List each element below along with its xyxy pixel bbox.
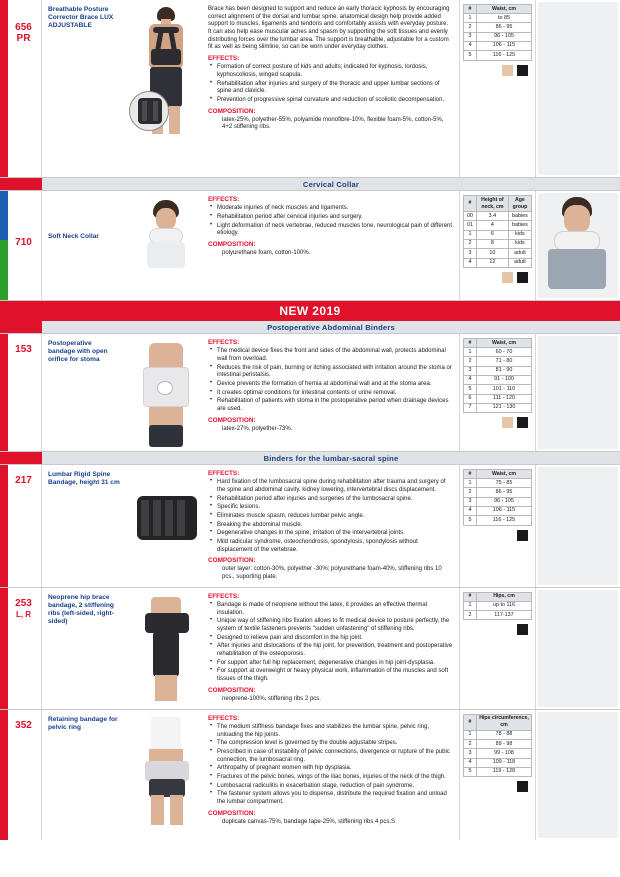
color-swatches [463,272,532,283]
list-item: • The medium stiffness bandage fixes and stabilizes the lumbar spine, pelvic ring, unloading the hip joints. [216,724,453,739]
product-code-cell [0,710,42,840]
effects-label: EFFECTS: [208,470,240,477]
table-header: Waist, cm [477,470,532,479]
cell-value: 101 - 110 [477,385,532,394]
table-header: # [464,339,477,348]
effects-list [208,348,453,413]
table-header: Waist, cm [477,339,532,348]
product-code [0,588,41,620]
product-row-153 [0,334,620,452]
composition-label: COMPOSITION: [208,416,256,424]
product-description-153 [204,334,460,451]
size-table [463,469,532,526]
table-row [464,221,532,230]
product-code-cell [0,588,42,709]
swatch-beige [502,272,513,283]
composition-text: duplicate canvas-75%, bandage tape-25%, stiffening ribs 4 pcs.S [222,818,395,825]
section-title: Postoperative Abdominal Binders [42,321,620,333]
table-row [464,749,532,758]
cell-index: 1 [464,601,477,610]
composition-text: latex-25%, polyether-55%, polyamide monofibre-10%, flexible foam-5%, cotton-5%, 4+2 stiffening ribs. [222,116,444,131]
size-table-cell-217 [460,465,536,587]
code-line-1: 656 [15,22,32,33]
cell-value: 119 - 128 [477,767,532,776]
effects-list [208,479,453,554]
effects-list [208,205,453,238]
cell-index: 4 [464,375,477,384]
table-row [464,497,532,506]
composition-text: neoprene-100%, stiffening ribs 2 pcs. [222,695,321,702]
cell-index: 6 [464,394,477,403]
product-name: Retaining bandage for pelvic ring [48,715,118,731]
cell-value: 96 - 105 [477,497,532,506]
size-table-cell-352 [460,710,536,840]
table-row [464,239,532,248]
size-table-cell-153 [460,334,536,451]
intro-text: Brace has been designed to support and reduce an early thoracic kyphosis by encouraging correct alignment of the dorsal and lumbar spine. anatomical design help provide added support to muscles, ligaments and tendons and comfortably assists with everyday posture. It can also help ease muscular aches and spasm by supporting the soft tissues and evenly distributing forces over the lumbar area. The support is breathable, adjustable for a custom fit as well as being slimline, so can be worn under everyday clothes. [208,6,450,51]
cell-value: 8 [477,239,509,248]
table-row [464,479,532,488]
product-description-352 [204,710,460,840]
list-item: • Mild radicular syndrome, osteochondrosis, spondylosis, spondylosis without displacement of the vertebrae. [216,539,453,554]
cell-index: 4 [464,506,477,515]
list-item: • Arthropathy of pregnant women with hip dysplasia. [216,765,453,773]
size-table [463,338,532,413]
cell-index: 3 [464,249,477,258]
effects-list [208,724,453,807]
code-line-1: 217 [15,475,32,486]
product-name: Lumbar Rigid Spine Bandage, height 31 cm [48,471,120,487]
code-line-1: 153 [15,344,32,355]
cell-value: 106 - 115 [477,41,532,50]
table-row [464,740,532,749]
cell-value: 4 [477,221,509,230]
effects-label: EFFECTS: [208,55,240,63]
list-item: • Degenerative changes in the spine, irritation of the intervertebral joints. [216,530,453,538]
section-accent [0,178,42,190]
section-header-cervical-collar [0,178,620,191]
list-item: • Formation of correct posture of kids and adults; indicated for kyphosis, lordosis, kyphoscoliosis, winged scapula. [216,64,453,79]
list-item: • Specific lesions. [216,504,453,512]
cell-index: 00 [464,212,477,221]
product-illustration-153 [124,334,204,451]
list-item: • For support after full hip replacement, degenerative changes in hip joint-dysplasia. [216,660,453,668]
product-illustration-656 [124,0,204,177]
cell-index: 3 [464,366,477,375]
code-line-2: PR [16,33,31,44]
section-title: Binders for the lumbar-sacral spine [42,452,620,464]
table-header: # [464,196,477,212]
effects-label: EFFECTS: [208,592,240,600]
list-item: • For support at overweight or heavy physical work, inflammation of the muscles and soft tissues of the thigh. [216,668,453,683]
product-row-217 [0,465,620,588]
list-item: • The fastener system allows you to dispense, distribute the required fixation and unload the lumbar compartment. [216,791,453,806]
cell-value: 89 - 98 [477,740,532,749]
cell-index: 3 [464,497,477,506]
product-photo-253 [536,588,620,709]
cell-value: 116 - 125 [477,51,532,60]
list-item: • Light deformation of neck vertebrae, reduced muscles tone, neurological pain of different etiology. [216,223,453,238]
product-illustration-710 [124,191,204,300]
swatch-beige [502,65,513,76]
cell-value: 60 - 70 [477,348,532,357]
table-header: Hips circumference, cm [477,714,532,730]
table-row [464,212,532,221]
cell-value: 75 - 85 [477,479,532,488]
cell-index: 1 [464,479,477,488]
product-code-cell [0,0,42,177]
cell-value: 86 - 95 [477,488,532,497]
product-illustration-352 [124,710,204,840]
table-row [464,385,532,394]
cell-value: babies [508,221,531,230]
cell-index: 2 [464,239,477,248]
list-item: • Eliminates muscle spasm, reduces lumbar pelvic angle. [216,513,453,521]
new-2019-banner: NEW 2019 [0,301,620,321]
size-table [463,4,532,61]
cell-value: to 85 [477,14,532,23]
color-swatches [463,417,532,428]
list-item: • Lumbosacral radiculitis in exacerbation stage, reduction of pain syndrome. [216,783,453,791]
composition-label: COMPOSITION: [208,557,256,565]
cell-index: 3 [464,32,477,41]
list-item: • Unique way of stiffening ribs fixation allows to fit medical device to posture perfectly, the system of textile fasteners prevents "sudden unfastening" of stiffening ribs. [216,618,453,633]
cell-index: 2 [464,488,477,497]
swatch-black [517,530,528,541]
cell-value: 6 [477,230,509,239]
cell-index: 1 [464,230,477,239]
cell-index: 5 [464,51,477,60]
table-row [464,758,532,767]
section-header-lumbar-sacral [0,452,620,465]
cell-index: 5 [464,385,477,394]
product-row-253 [0,588,620,710]
list-item: • Designed to relieve pain and discomfort in the hip joint. [216,635,453,643]
effects-list [208,64,453,104]
table-row [464,23,532,32]
photo-placeholder [538,2,618,175]
photo-placeholder [538,590,618,707]
table-row [464,348,532,357]
cell-value: 109 - 118 [477,758,532,767]
composition-label: COMPOSITION: [208,240,256,248]
cell-value: kids [508,239,531,248]
color-swatches [463,65,532,76]
list-item: • Moderate injuries of neck muscles and ligaments. [216,205,453,213]
product-row-352 [0,710,620,840]
photo-placeholder [538,467,618,585]
product-code [0,710,41,731]
table-header: # [464,592,477,601]
list-item: • The medical device fixes the front and sides of the abdominal wall, protects abdominal wall from overload. [216,348,453,363]
composition-text: outer layer: cotton-30%, polyether -30%; polyurethane foam-40%, stiffening ribs 10 pcs., suporting plate. [222,566,442,581]
cell-value: kids [508,230,531,239]
cell-value: 99 - 108 [477,749,532,758]
list-item: • Hard fixation of the lumbosacral spine during rehabilitation after trauma and surgery of the spine and abdominal cavity, kidney lowering, intervertebral discs displacement. [216,479,453,494]
composition-text: latex-27%, polyether-73%. [222,425,293,432]
effects-label: EFFECTS: [208,196,240,203]
cell-index: 1 [464,730,477,739]
photo-placeholder [538,712,618,838]
section-header-postoperative [0,321,620,334]
cell-index: 5 [464,767,477,776]
color-swatches [463,624,532,635]
code-line-1: 253 [15,597,32,609]
cell-value: 116 - 125 [477,516,532,525]
table-row [464,357,532,366]
product-photo-710 [536,191,620,300]
table-row [464,41,532,50]
list-item: • Rehabilitation period after injuries and surgeries of the lumbosacral spine. [216,496,453,504]
photo-placeholder [538,193,618,298]
product-name: Postoperative bandage with open orifice for stoma [48,340,108,364]
product-description-656 [204,0,460,177]
cell-index: 01 [464,221,477,230]
cell-value: adult [508,258,531,267]
table-row [464,258,532,267]
swatch-black [517,65,528,76]
cell-value: babies [508,212,531,221]
list-item: • The compression level is governed by the double adjustable stripes. [216,740,453,748]
table-row [464,32,532,41]
list-item: • Prevention of progressive spinal curvature and reduction of scoliotic decompensation. [216,97,453,105]
product-description-217 [204,465,460,587]
cell-value: 86 - 95 [477,23,532,32]
table-header: # [464,5,477,14]
color-swatches [463,781,532,792]
product-code [0,334,41,355]
list-item: • After injuries and dislocations of the hip joint, for prevention, treatment and postoperative rehabilitation of the osteoporosis. [216,643,453,658]
cell-index: 2 [464,357,477,366]
cell-index: 7 [464,403,477,412]
effects-list [208,602,453,684]
product-description-253 [204,588,460,709]
product-photo-153 [536,334,620,451]
section-accent [0,321,42,333]
cell-value: 71 - 80 [477,357,532,366]
size-table [463,592,532,621]
table-row [464,375,532,384]
composition-text: polyurethane foam, cotton-100%. [222,250,311,257]
cell-value: 3.4 [477,212,509,221]
swatch-black [517,781,528,792]
cell-index: 4 [464,258,477,267]
composition-label: COMPOSITION: [208,107,256,115]
list-item: • Rehabilitation period after cervical injuries and surgery. [216,214,453,222]
composition-label: COMPOSITION: [208,686,256,694]
cell-value: 117-137 [477,611,532,620]
product-code-cell [0,334,42,451]
code-line-1: 710 [15,237,32,248]
cell-index: 2 [464,611,477,620]
photo-placeholder [538,336,618,449]
swatch-black [517,624,528,635]
cell-value: 12 [477,258,509,267]
table-row [464,601,532,610]
detail-inset-circle [129,91,169,131]
cell-value: 78 - 88 [477,730,532,739]
list-item: • Reduces the risk of pain, burning or itching associated with irritation around the stoma or intestinal peristalsis. [216,365,453,380]
cell-value: 81 - 90 [477,366,532,375]
cell-value: adult [508,249,531,258]
product-name: Soft Neck Collar [48,233,99,240]
product-name: Breathable Posture Corrector Brace LUX ADJUSTABLE [48,6,114,30]
table-row [464,14,532,23]
product-code [0,191,41,248]
size-table [463,195,532,268]
cell-index: 4 [464,758,477,767]
size-table-cell-253 [460,588,536,709]
product-code-cell [0,191,42,300]
cell-value: 121 - 130 [477,403,532,412]
list-item: • Rehabilitation of patients with stoma in the postoperative period when drainage devices are used. [216,398,453,413]
table-header: # [464,470,477,479]
table-row [464,488,532,497]
size-table [463,714,532,778]
table-row [464,51,532,60]
table-row [464,230,532,239]
table-row [464,611,532,620]
table-row [464,730,532,739]
composition-label: COMPOSITION: [208,809,256,817]
effects-label: EFFECTS: [208,339,240,346]
color-swatches [463,530,532,541]
list-item: • Breaking the abdominal muscle. [216,522,453,530]
table-header: # [464,714,477,730]
list-item: • Rehabilitation after injuries and surgery of the thoracic and upper lumbar sections of spine and clavicle. [216,81,453,96]
table-header: Hips, cm [477,592,532,601]
size-table-cell-656 [460,0,536,177]
code-line-2: L, R [15,609,32,619]
table-header: Height of neck, cm [477,196,509,212]
cell-value: 10 [477,249,509,258]
section-accent [0,452,42,464]
product-code [0,465,41,486]
cell-value: 111 - 120 [477,394,532,403]
list-item: • Fractures of the pelvic bones, wings of the iliac bones, injuries of the neck of the thigh. [216,774,453,782]
product-illustration-253 [124,588,204,709]
product-photo-352 [536,710,620,840]
cell-index: 1 [464,14,477,23]
cell-value: 96 - 105 [477,32,532,41]
list-item: • Prescribed in case of instability of pelvic connections, divergence or rupture of the pubic connection, the lumbosacral ring. [216,749,453,764]
swatch-black [517,417,528,428]
table-header: Waist, cm [477,5,532,14]
table-row [464,394,532,403]
product-name: Neoprene hip brace bandage, 2 stiffening ribs (left-sided, right-sided) [48,593,114,626]
cell-value: 91 - 100 [477,375,532,384]
cell-index: 2 [464,23,477,32]
table-row [464,249,532,258]
cell-index: 2 [464,740,477,749]
table-row [464,516,532,525]
product-code-cell [0,465,42,587]
list-item: • Device prevents the formation of hernia at abdominal wall and at the stoma area. [216,381,453,389]
code-line-1: 352 [15,719,32,731]
table-row [464,506,532,515]
table-row [464,767,532,776]
effects-label: EFFECTS: [208,714,240,722]
cell-index: 4 [464,41,477,50]
swatch-beige [502,417,513,428]
product-photo-656 [536,0,620,177]
list-item: • Bandage is made of neoprene without the latex, it provides an effective thermal insulation. [216,602,453,617]
product-illustration-217 [124,465,204,587]
table-row [464,403,532,412]
table-row [464,366,532,375]
section-title: Cervical Collar [42,178,620,190]
product-row-656 [0,0,620,178]
table-header: Age group [508,196,531,212]
product-description-710 [204,191,460,300]
cell-index: 1 [464,348,477,357]
product-code [0,0,41,44]
cell-index: 5 [464,516,477,525]
swatch-black [517,272,528,283]
list-item: • It creates optimal conditions for intestinal contents or urine removal. [216,390,453,398]
cell-value: 106 - 115 [477,506,532,515]
size-table-cell-710 [460,191,536,300]
cell-value: up to 116 [477,601,532,610]
cell-index: 3 [464,749,477,758]
product-photo-217 [536,465,620,587]
product-row-710 [0,191,620,301]
